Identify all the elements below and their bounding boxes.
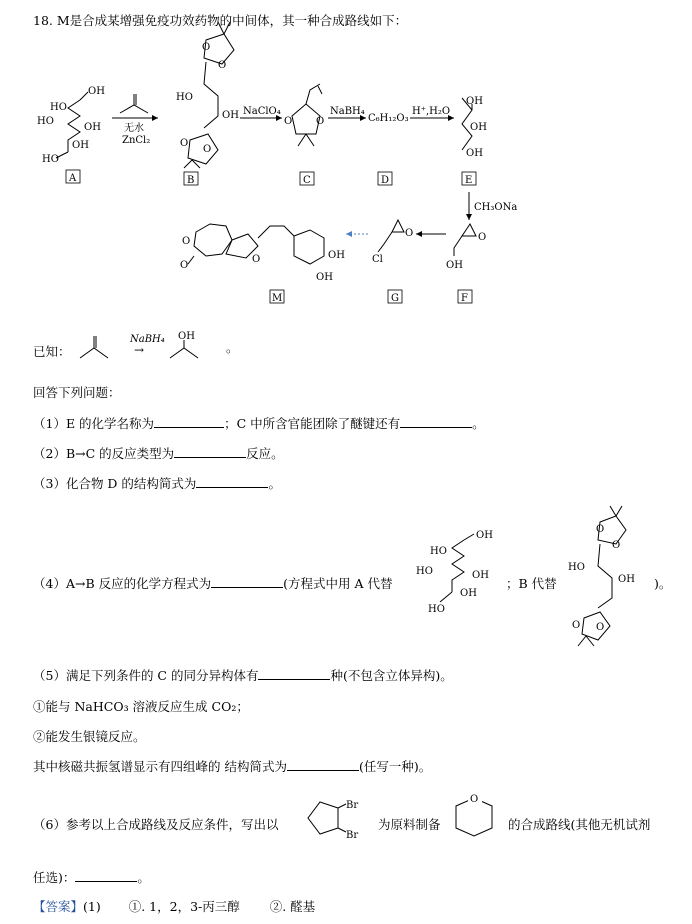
svg-text:→: →	[134, 343, 145, 357]
q6-tetrahydropyran	[446, 790, 516, 850]
compound-a-structure	[37, 86, 105, 165]
svg-text:HO: HO	[50, 102, 67, 113]
label-f: F	[461, 293, 468, 304]
question-6: （6）参考以上合成路线及反应条件，写出以	[33, 817, 279, 832]
question-5-structure: 其中核磁共振氢谱显示有四组峰的 结构简式为 (任写一种)。	[33, 759, 432, 774]
condition-1: ①能与 NaHCO₃ 溶液反应生成 CO₂；	[33, 699, 249, 714]
svg-text:OH: OH	[88, 86, 105, 97]
svg-text:Cl: Cl	[372, 254, 383, 265]
q4-end: )。	[654, 576, 672, 591]
answer-line: 【答案】(1) ①. 1，2，3-丙三醇 ②. 醛基	[33, 899, 316, 914]
svg-text:O: O	[572, 620, 581, 631]
svg-text:OH: OH	[72, 140, 89, 151]
svg-text:OH: OH	[84, 122, 101, 133]
svg-text:O: O	[182, 236, 191, 247]
svg-text:O: O	[252, 254, 261, 265]
svg-text:Br: Br	[346, 800, 359, 811]
compound-f-structure	[446, 224, 486, 271]
svg-text:NaClO₄: NaClO₄	[243, 106, 281, 117]
svg-text:OH: OH	[472, 570, 489, 581]
svg-text:O: O	[284, 116, 293, 127]
question-4: （4）A→B 反应的化学方程式为 (方程式中用 A 代替	[33, 576, 393, 591]
question-5: （5）满足下列条件的 C 的同分异构体有 种(不包含立体异构)。	[33, 668, 453, 683]
question-3: （3）化合物 D 的结构简式为 。	[33, 476, 281, 491]
label-a: A	[69, 173, 77, 184]
svg-text:无水: 无水	[124, 123, 144, 134]
question-6-cont: 任选)： 。	[33, 870, 150, 885]
q4-structure-b	[566, 500, 666, 650]
svg-text:OH: OH	[470, 122, 487, 133]
compound-g-structure	[372, 220, 413, 265]
svg-text:O: O	[596, 622, 605, 633]
compound-c-structure	[284, 84, 324, 146]
svg-text:ZnCl₂: ZnCl₂	[122, 135, 151, 146]
svg-text:H⁺,H₂O: H⁺,H₂O	[412, 106, 451, 117]
answer-blank-3[interactable]	[196, 475, 268, 488]
svg-text:O: O	[180, 138, 189, 149]
q4-structure-a	[416, 528, 500, 628]
label-b: B	[187, 175, 195, 186]
label-d: D	[381, 175, 390, 186]
svg-text:O: O	[180, 260, 189, 271]
label-g: G	[391, 293, 399, 304]
svg-text:OH: OH	[446, 260, 463, 271]
svg-text:HO: HO	[37, 116, 54, 127]
compound-d-formula: C₆H₁₂O₃	[368, 113, 409, 124]
synthesis-scheme	[0, 0, 692, 320]
known-reaction	[70, 328, 270, 368]
acetone-structure	[120, 94, 148, 113]
svg-text:HO: HO	[430, 546, 447, 557]
answer-blank-5a[interactable]	[258, 667, 330, 680]
svg-text:OH: OH	[222, 110, 239, 121]
svg-text:HO: HO	[428, 604, 445, 615]
svg-text:O: O	[596, 524, 605, 535]
svg-text:NaBH₄: NaBH₄	[130, 334, 165, 345]
svg-text:O: O	[202, 42, 211, 53]
svg-text:OH: OH	[618, 574, 635, 585]
svg-text:OH: OH	[316, 272, 333, 283]
compound-e-structure	[462, 96, 487, 159]
questions-prompt: 回答下列问题：	[33, 385, 121, 400]
answer-blank-2[interactable]	[174, 445, 246, 458]
svg-text:OH: OH	[466, 96, 483, 107]
compound-b-structure	[176, 22, 239, 168]
svg-text:OH: OH	[466, 148, 483, 159]
answer-blank-4[interactable]	[211, 575, 283, 588]
svg-text:HO: HO	[176, 92, 193, 103]
answer-blank-1a[interactable]	[154, 415, 224, 428]
condition-2: ②能发生银镜反应。	[33, 729, 146, 744]
question-2: （2）B→C 的反应类型为 反应。	[33, 446, 284, 461]
answer-blank-1b[interactable]	[400, 415, 472, 428]
question-title: 18. M是合成某增强免疫功效药物的中间体，其一种合成路线如下：	[33, 13, 408, 28]
q6-text-b: 为原料制备	[378, 817, 441, 832]
svg-text:CH₃ONa: CH₃ONa	[474, 202, 518, 213]
svg-text:O: O	[316, 116, 325, 127]
known-label: 已知：	[33, 344, 71, 359]
svg-text:OH: OH	[178, 331, 195, 342]
q6-dibromocyclopentane	[296, 794, 366, 844]
svg-text:。: 。	[226, 340, 239, 355]
q4-b-label: ；B 代替	[506, 576, 557, 591]
label-e: E	[465, 175, 473, 186]
svg-text:HO: HO	[568, 562, 585, 573]
svg-text:HO: HO	[42, 154, 59, 165]
question-1: （1）E 的化学名称为 ；C 中所含官能团除了醚键还有 。	[33, 416, 485, 431]
label-m: M	[272, 293, 283, 304]
svg-text:O: O	[218, 60, 227, 71]
compound-m-structure	[180, 224, 345, 283]
q6-text-c: 的合成路线(其他无机试剂	[508, 817, 651, 832]
svg-text:Br: Br	[346, 830, 359, 841]
svg-text:O: O	[203, 144, 212, 155]
svg-text:O: O	[470, 794, 479, 805]
svg-text:HO: HO	[416, 566, 433, 577]
svg-text:O: O	[405, 228, 414, 239]
svg-text:OH: OH	[328, 250, 345, 261]
svg-text:O: O	[478, 232, 487, 243]
svg-text:OH: OH	[460, 588, 477, 599]
svg-text:NaBH₄: NaBH₄	[330, 106, 365, 117]
svg-text:OH: OH	[476, 530, 493, 541]
label-c: C	[303, 175, 311, 186]
answer-blank-6[interactable]	[75, 869, 137, 882]
answer-blank-5b[interactable]	[287, 758, 359, 771]
svg-text:O: O	[612, 540, 621, 551]
